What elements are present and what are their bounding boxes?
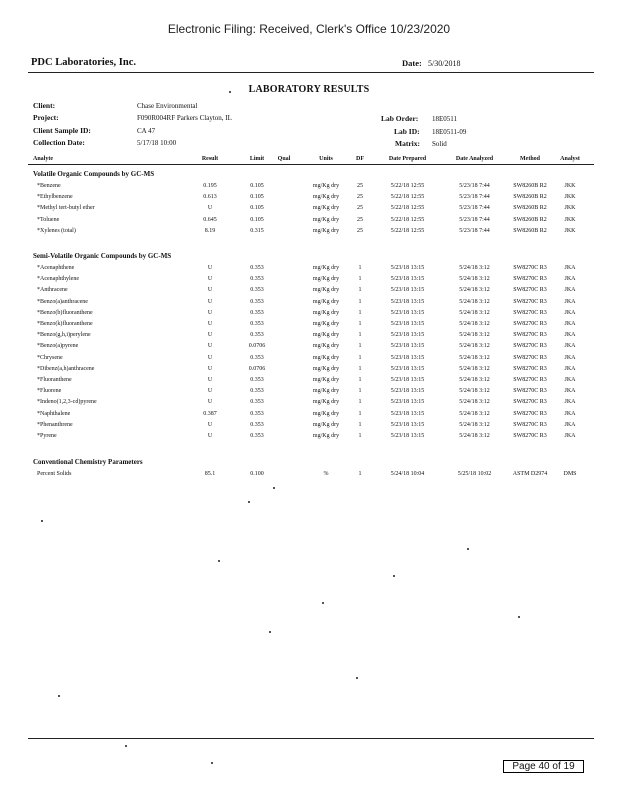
cell-units: mg/Kg dry bbox=[312, 183, 340, 189]
cell-df: 1 bbox=[358, 365, 362, 372]
cell-analyte: *Benzo(a)anthracene bbox=[37, 298, 88, 305]
section-title: Semi-Volatile Organic Compounds by GC-MS bbox=[33, 252, 172, 260]
cell-result: U bbox=[207, 332, 213, 339]
col-header-qual: Qual bbox=[277, 156, 291, 162]
cell-date-prepared: 5/23/18 13:15 bbox=[390, 377, 425, 383]
cell-date-prepared: 5/23/18 13:15 bbox=[390, 388, 425, 395]
cell-units: mg/Kg dry bbox=[312, 399, 340, 406]
cell-analyte: *Xylenes (total) bbox=[37, 227, 76, 234]
cell-method: SW8270C R3 bbox=[513, 354, 547, 361]
cell-analyte: *Benzene bbox=[37, 183, 61, 189]
cell-limit: 0.353 bbox=[250, 298, 264, 305]
cell-df: 25 bbox=[357, 194, 363, 201]
cell-analyst: JKA bbox=[564, 298, 576, 305]
cell-limit: 0.105 bbox=[250, 216, 264, 223]
cell-method: SW8270C R3 bbox=[513, 276, 547, 283]
cell-analyte: *Pyrene bbox=[37, 433, 57, 439]
cell-result: 85.1 bbox=[204, 471, 216, 477]
cell-method: SW8270C R3 bbox=[513, 365, 547, 372]
cell-date-prepared: 5/23/18 13:15 bbox=[390, 343, 425, 350]
cell-date-prepared: 5/22/18 12:55 bbox=[390, 216, 425, 223]
cell-limit: 0.353 bbox=[250, 433, 264, 439]
lab-id-value: 18E0511-09 bbox=[432, 128, 467, 136]
cell-date-prepared: 5/23/18 13:15 bbox=[390, 321, 425, 327]
cell-analyte: *Phenanthrene bbox=[37, 421, 73, 428]
col-header-units: Units bbox=[319, 156, 333, 162]
cell-date-analyzed: 5/24/18 3:12 bbox=[459, 287, 490, 294]
cell-method: SW8270C R3 bbox=[513, 332, 547, 339]
cell-limit: 0.105 bbox=[250, 194, 264, 201]
cell-result: U bbox=[207, 265, 213, 271]
cell-result: 0.195 bbox=[203, 183, 217, 189]
cell-result: U bbox=[207, 205, 213, 212]
cell-df: 1 bbox=[358, 321, 362, 327]
cell-df: 1 bbox=[358, 287, 362, 294]
cell-method: SW8270C R3 bbox=[513, 298, 547, 305]
lab-id-label: Lab ID: bbox=[394, 127, 420, 136]
cell-units: mg/Kg dry bbox=[312, 321, 340, 327]
cell-limit: 0.105 bbox=[250, 205, 264, 212]
filing-stamp: Electronic Filing: Received, Clerk's Office 10/23/2020 bbox=[167, 22, 451, 36]
cell-analyte: *Acenaphthylene bbox=[37, 276, 79, 283]
cell-date-prepared: 5/23/18 13:15 bbox=[390, 287, 425, 294]
cell-analyst: JKK bbox=[564, 205, 576, 212]
client-sample-id-value: CA 47 bbox=[137, 127, 156, 135]
cell-date-prepared: 5/22/18 12:55 bbox=[390, 194, 425, 201]
cell-date-analyzed: 5/24/18 3:12 bbox=[459, 388, 490, 395]
cell-units: mg/Kg dry bbox=[312, 227, 340, 234]
cell-date-prepared: 5/23/18 13:15 bbox=[390, 365, 425, 372]
cell-method: SW8270C R3 bbox=[513, 309, 547, 316]
cell-analyst: DMS bbox=[563, 471, 577, 477]
cell-limit: 0.353 bbox=[250, 309, 264, 316]
matrix-label: Matrix: bbox=[395, 139, 420, 148]
cell-limit: 0.353 bbox=[250, 399, 264, 406]
cell-method: SW8260B R2 bbox=[513, 227, 547, 234]
cell-date-prepared: 5/23/18 13:15 bbox=[390, 332, 425, 339]
cell-analyst: JKA bbox=[564, 343, 576, 350]
cell-method: SW8270C R3 bbox=[513, 321, 547, 327]
cell-date-analyzed: 5/24/18 3:12 bbox=[459, 321, 490, 327]
cell-analyst: JKA bbox=[564, 354, 576, 361]
cell-analyte: *Chrysene bbox=[37, 354, 63, 361]
cell-analyst: JKK bbox=[564, 216, 576, 223]
cell-df: 1 bbox=[358, 433, 362, 439]
cell-units: mg/Kg dry bbox=[312, 377, 340, 383]
cell-method: SW8260B R2 bbox=[513, 205, 547, 212]
cell-analyst: JKA bbox=[564, 433, 576, 439]
cell-result: U bbox=[207, 287, 213, 294]
cell-method: SW8270C R3 bbox=[513, 433, 547, 439]
cell-date-prepared: 5/22/18 12:55 bbox=[390, 227, 425, 234]
cell-analyst: JKA bbox=[564, 287, 576, 294]
cell-method: SW8270C R3 bbox=[513, 421, 547, 428]
project-value: F090R004RF Parkers Clayton, IL bbox=[137, 114, 232, 122]
project-label: Project: bbox=[33, 113, 59, 122]
lab-order-label: Lab Order: bbox=[381, 114, 419, 123]
cell-units: mg/Kg dry bbox=[312, 205, 340, 212]
cell-analyte: *Dibenz(a,h)anthracene bbox=[37, 365, 95, 372]
cell-units: mg/Kg dry bbox=[312, 276, 340, 283]
cell-limit: 0.353 bbox=[250, 276, 264, 283]
cell-result: 8.19 bbox=[204, 227, 216, 234]
cell-units: mg/Kg dry bbox=[312, 365, 340, 372]
cell-limit: 0.353 bbox=[250, 421, 264, 428]
cell-result: U bbox=[207, 309, 213, 316]
cell-method: SW8260B R2 bbox=[513, 183, 547, 189]
footer-rule bbox=[28, 738, 594, 739]
cell-analyte: *Benzo(a)pyrene bbox=[37, 343, 79, 350]
col-header-date-prepared: Date Prepared bbox=[388, 156, 427, 162]
cell-date-prepared: 5/23/18 13:15 bbox=[390, 276, 425, 283]
cell-date-analyzed: 5/23/18 7:44 bbox=[459, 227, 490, 234]
cell-result: 0.613 bbox=[203, 194, 217, 201]
column-header-rule bbox=[28, 164, 594, 165]
cell-result: 0.387 bbox=[203, 410, 217, 417]
cell-analyst: JKA bbox=[564, 265, 576, 271]
cell-result: U bbox=[207, 276, 213, 283]
cell-method: SW8270C R3 bbox=[513, 388, 547, 395]
cell-date-prepared: 5/23/18 13:15 bbox=[390, 421, 425, 428]
cell-df: 1 bbox=[358, 421, 362, 428]
cell-date-prepared: 5/23/18 13:15 bbox=[390, 298, 425, 305]
cell-date-analyzed: 5/24/18 3:12 bbox=[459, 410, 490, 417]
cell-method: SW8270C R3 bbox=[513, 287, 547, 294]
cell-date-analyzed: 5/24/18 3:12 bbox=[459, 309, 490, 316]
cell-date-analyzed: 5/24/18 3:12 bbox=[459, 265, 490, 271]
cell-df: 1 bbox=[358, 276, 362, 283]
cell-method: SW8270C R3 bbox=[513, 410, 547, 417]
cell-analyst: JKA bbox=[564, 321, 576, 327]
report-title: LABORATORY RESULTS bbox=[248, 84, 370, 95]
cell-analyte: *Methyl tert-butyl ether bbox=[37, 205, 95, 212]
cell-result: U bbox=[207, 433, 213, 439]
cell-method: SW8270C R3 bbox=[513, 377, 547, 383]
cell-analyte: *Indeno(1,2,3-cd)pyrene bbox=[37, 399, 97, 406]
cell-date-analyzed: 5/24/18 3:12 bbox=[459, 377, 490, 383]
cell-analyst: JKA bbox=[564, 332, 576, 339]
cell-method: ASTM D2974 bbox=[512, 471, 548, 477]
cell-df: 25 bbox=[357, 227, 363, 234]
cell-df: 25 bbox=[357, 183, 363, 189]
cell-date-analyzed: 5/24/18 3:12 bbox=[459, 433, 490, 439]
cell-df: 1 bbox=[358, 388, 362, 395]
cell-analyst: JKA bbox=[564, 377, 576, 383]
cell-date-prepared: 5/23/18 13:15 bbox=[390, 410, 425, 417]
cell-date-analyzed: 5/24/18 3:12 bbox=[459, 276, 490, 283]
page-number-box: Page 40 of 19 bbox=[503, 760, 584, 773]
cell-analyte: *Fluorene bbox=[37, 388, 62, 395]
cell-units: mg/Kg dry bbox=[312, 309, 340, 316]
cell-limit: 0.353 bbox=[250, 410, 264, 417]
cell-date-prepared: 5/24/18 10:04 bbox=[390, 471, 425, 477]
cell-df: 1 bbox=[358, 309, 362, 316]
cell-analyst: JKA bbox=[564, 410, 576, 417]
cell-units: mg/Kg dry bbox=[312, 216, 340, 223]
cell-date-prepared: 5/23/18 13:15 bbox=[390, 399, 425, 406]
col-header-analyst: Analyst bbox=[560, 156, 580, 162]
cell-analyst: JKA bbox=[564, 399, 576, 406]
cell-units: mg/Kg dry bbox=[312, 332, 340, 339]
cell-units: mg/Kg dry bbox=[312, 433, 340, 439]
cell-method: SW8270C R3 bbox=[513, 265, 547, 271]
collection-date-label: Collection Date: bbox=[33, 138, 85, 147]
cell-limit: 0.100 bbox=[250, 471, 264, 477]
cell-result: U bbox=[207, 343, 213, 350]
cell-analyte: *Benzo(k)fluoranthene bbox=[37, 321, 93, 327]
cell-limit: 0.0706 bbox=[248, 365, 266, 372]
col-header-result: Result bbox=[201, 156, 219, 162]
cell-limit: 0.0706 bbox=[248, 343, 266, 350]
cell-result: U bbox=[207, 377, 213, 383]
cell-date-analyzed: 5/24/18 3:12 bbox=[459, 354, 490, 361]
cell-units: % bbox=[323, 471, 329, 477]
cell-df: 1 bbox=[358, 298, 362, 305]
cell-df: 1 bbox=[358, 399, 362, 406]
company-name: PDC Laboratories, Inc. bbox=[31, 57, 136, 68]
cell-limit: 0.353 bbox=[250, 354, 264, 361]
cell-df: 1 bbox=[358, 354, 362, 361]
cell-result: U bbox=[207, 298, 213, 305]
client-sample-id-label: Client Sample ID: bbox=[33, 126, 91, 135]
cell-date-analyzed: 5/24/18 3:12 bbox=[459, 365, 490, 372]
cell-limit: 0.353 bbox=[250, 321, 264, 327]
col-header-analyte: Analyte bbox=[33, 156, 53, 162]
cell-analyst: JKA bbox=[564, 365, 576, 372]
cell-date-prepared: 5/22/18 12:55 bbox=[390, 183, 425, 189]
cell-result: U bbox=[207, 421, 213, 428]
cell-limit: 0.353 bbox=[250, 265, 264, 271]
cell-method: SW8260B R2 bbox=[513, 194, 547, 201]
cell-limit: 0.105 bbox=[250, 183, 264, 189]
col-header-df: DF bbox=[356, 156, 364, 162]
section-title: Conventional Chemistry Parameters bbox=[33, 458, 143, 466]
cell-analyst: JKA bbox=[564, 388, 576, 395]
cell-units: mg/Kg dry bbox=[312, 343, 340, 350]
cell-analyst: JKK bbox=[564, 227, 576, 234]
cell-date-analyzed: 5/24/18 3:12 bbox=[459, 421, 490, 428]
client-value: Chase Environmental bbox=[137, 102, 198, 110]
cell-date-analyzed: 5/23/18 7:44 bbox=[459, 216, 490, 223]
cell-units: mg/Kg dry bbox=[312, 354, 340, 361]
cell-df: 1 bbox=[358, 343, 362, 350]
cell-df: 25 bbox=[357, 205, 363, 212]
cell-result: U bbox=[207, 365, 213, 372]
cell-date-prepared: 5/23/18 13:15 bbox=[390, 354, 425, 361]
cell-date-prepared: 5/23/18 13:15 bbox=[390, 433, 425, 439]
cell-analyst: JKK bbox=[564, 183, 576, 189]
cell-df: 1 bbox=[358, 332, 362, 339]
cell-result: U bbox=[207, 399, 213, 406]
cell-df: 25 bbox=[357, 216, 363, 223]
cell-analyst: JKA bbox=[564, 276, 576, 283]
cell-df: 1 bbox=[358, 471, 362, 477]
cell-analyte: *Benzo(b)fluoranthene bbox=[37, 309, 93, 316]
col-header-method: Method bbox=[520, 156, 540, 162]
cell-date-analyzed: 5/24/18 3:12 bbox=[459, 298, 490, 305]
cell-date-analyzed: 5/25/18 10:02 bbox=[457, 471, 492, 477]
cell-df: 1 bbox=[358, 377, 362, 383]
cell-date-analyzed: 5/24/18 3:12 bbox=[459, 332, 490, 339]
col-header-date-analyzed: Date Analyzed bbox=[455, 156, 494, 162]
report-date-label: Date: bbox=[402, 58, 422, 68]
cell-units: mg/Kg dry bbox=[312, 410, 340, 417]
cell-analyte: *Naphthalene bbox=[37, 410, 71, 417]
cell-result: 0.645 bbox=[203, 216, 217, 223]
cell-date-analyzed: 5/23/18 7:44 bbox=[459, 194, 490, 201]
cell-limit: 0.353 bbox=[250, 377, 264, 383]
cell-result: U bbox=[207, 321, 213, 327]
cell-limit: 0.315 bbox=[250, 227, 264, 234]
matrix-value: Solid bbox=[432, 140, 447, 148]
cell-date-analyzed: 5/23/18 7:44 bbox=[459, 183, 490, 189]
cell-analyte: Percent Solids bbox=[37, 471, 72, 477]
cell-date-analyzed: 5/23/18 7:44 bbox=[459, 205, 490, 212]
cell-date-analyzed: 5/24/18 3:12 bbox=[459, 343, 490, 350]
cell-units: mg/Kg dry bbox=[312, 287, 340, 294]
cell-date-analyzed: 5/24/18 3:12 bbox=[459, 399, 490, 406]
cell-date-prepared: 5/23/18 13:15 bbox=[390, 265, 425, 271]
collection-date-value: 5/17/18 10:00 bbox=[137, 139, 177, 147]
cell-analyte: *Fluoranthene bbox=[37, 377, 72, 383]
cell-limit: 0.353 bbox=[250, 332, 264, 339]
cell-df: 1 bbox=[358, 265, 362, 271]
cell-units: mg/Kg dry bbox=[312, 421, 340, 428]
cell-df: 1 bbox=[358, 410, 362, 417]
cell-analyte: *Acenaphthene bbox=[37, 265, 75, 271]
cell-units: mg/Kg dry bbox=[312, 298, 340, 305]
cell-analyte: *Toluene bbox=[37, 216, 60, 223]
cell-method: SW8270C R3 bbox=[513, 399, 547, 406]
cell-analyte: *Ethylbenzene bbox=[37, 194, 73, 201]
cell-units: mg/Kg dry bbox=[312, 194, 340, 201]
cell-date-prepared: 5/22/18 12:55 bbox=[390, 205, 425, 212]
cell-units: mg/Kg dry bbox=[312, 388, 340, 395]
report-date-value: 5/30/2018 bbox=[428, 59, 461, 68]
col-header-limit: Limit bbox=[249, 156, 265, 162]
client-label: Client: bbox=[33, 101, 56, 110]
cell-analyte: *Benzo(g,h,i)perylene bbox=[37, 332, 91, 339]
cell-method: SW8270C R3 bbox=[513, 343, 547, 350]
lab-order-value: 18E0511 bbox=[432, 115, 458, 123]
cell-method: SW8260B R2 bbox=[513, 216, 547, 223]
cell-analyst: JKA bbox=[564, 309, 576, 316]
cell-analyte: *Anthracene bbox=[37, 287, 68, 294]
cell-limit: 0.353 bbox=[250, 388, 264, 395]
cell-units: mg/Kg dry bbox=[312, 265, 340, 271]
cell-result: U bbox=[207, 388, 213, 395]
cell-date-prepared: 5/23/18 13:15 bbox=[390, 309, 425, 316]
header-rule bbox=[28, 72, 594, 73]
cell-limit: 0.353 bbox=[250, 287, 264, 294]
section-title: Volatile Organic Compounds by GC-MS bbox=[33, 170, 155, 178]
cell-analyst: JKK bbox=[564, 194, 576, 201]
cell-result: U bbox=[207, 354, 213, 361]
cell-analyst: JKA bbox=[564, 421, 576, 428]
